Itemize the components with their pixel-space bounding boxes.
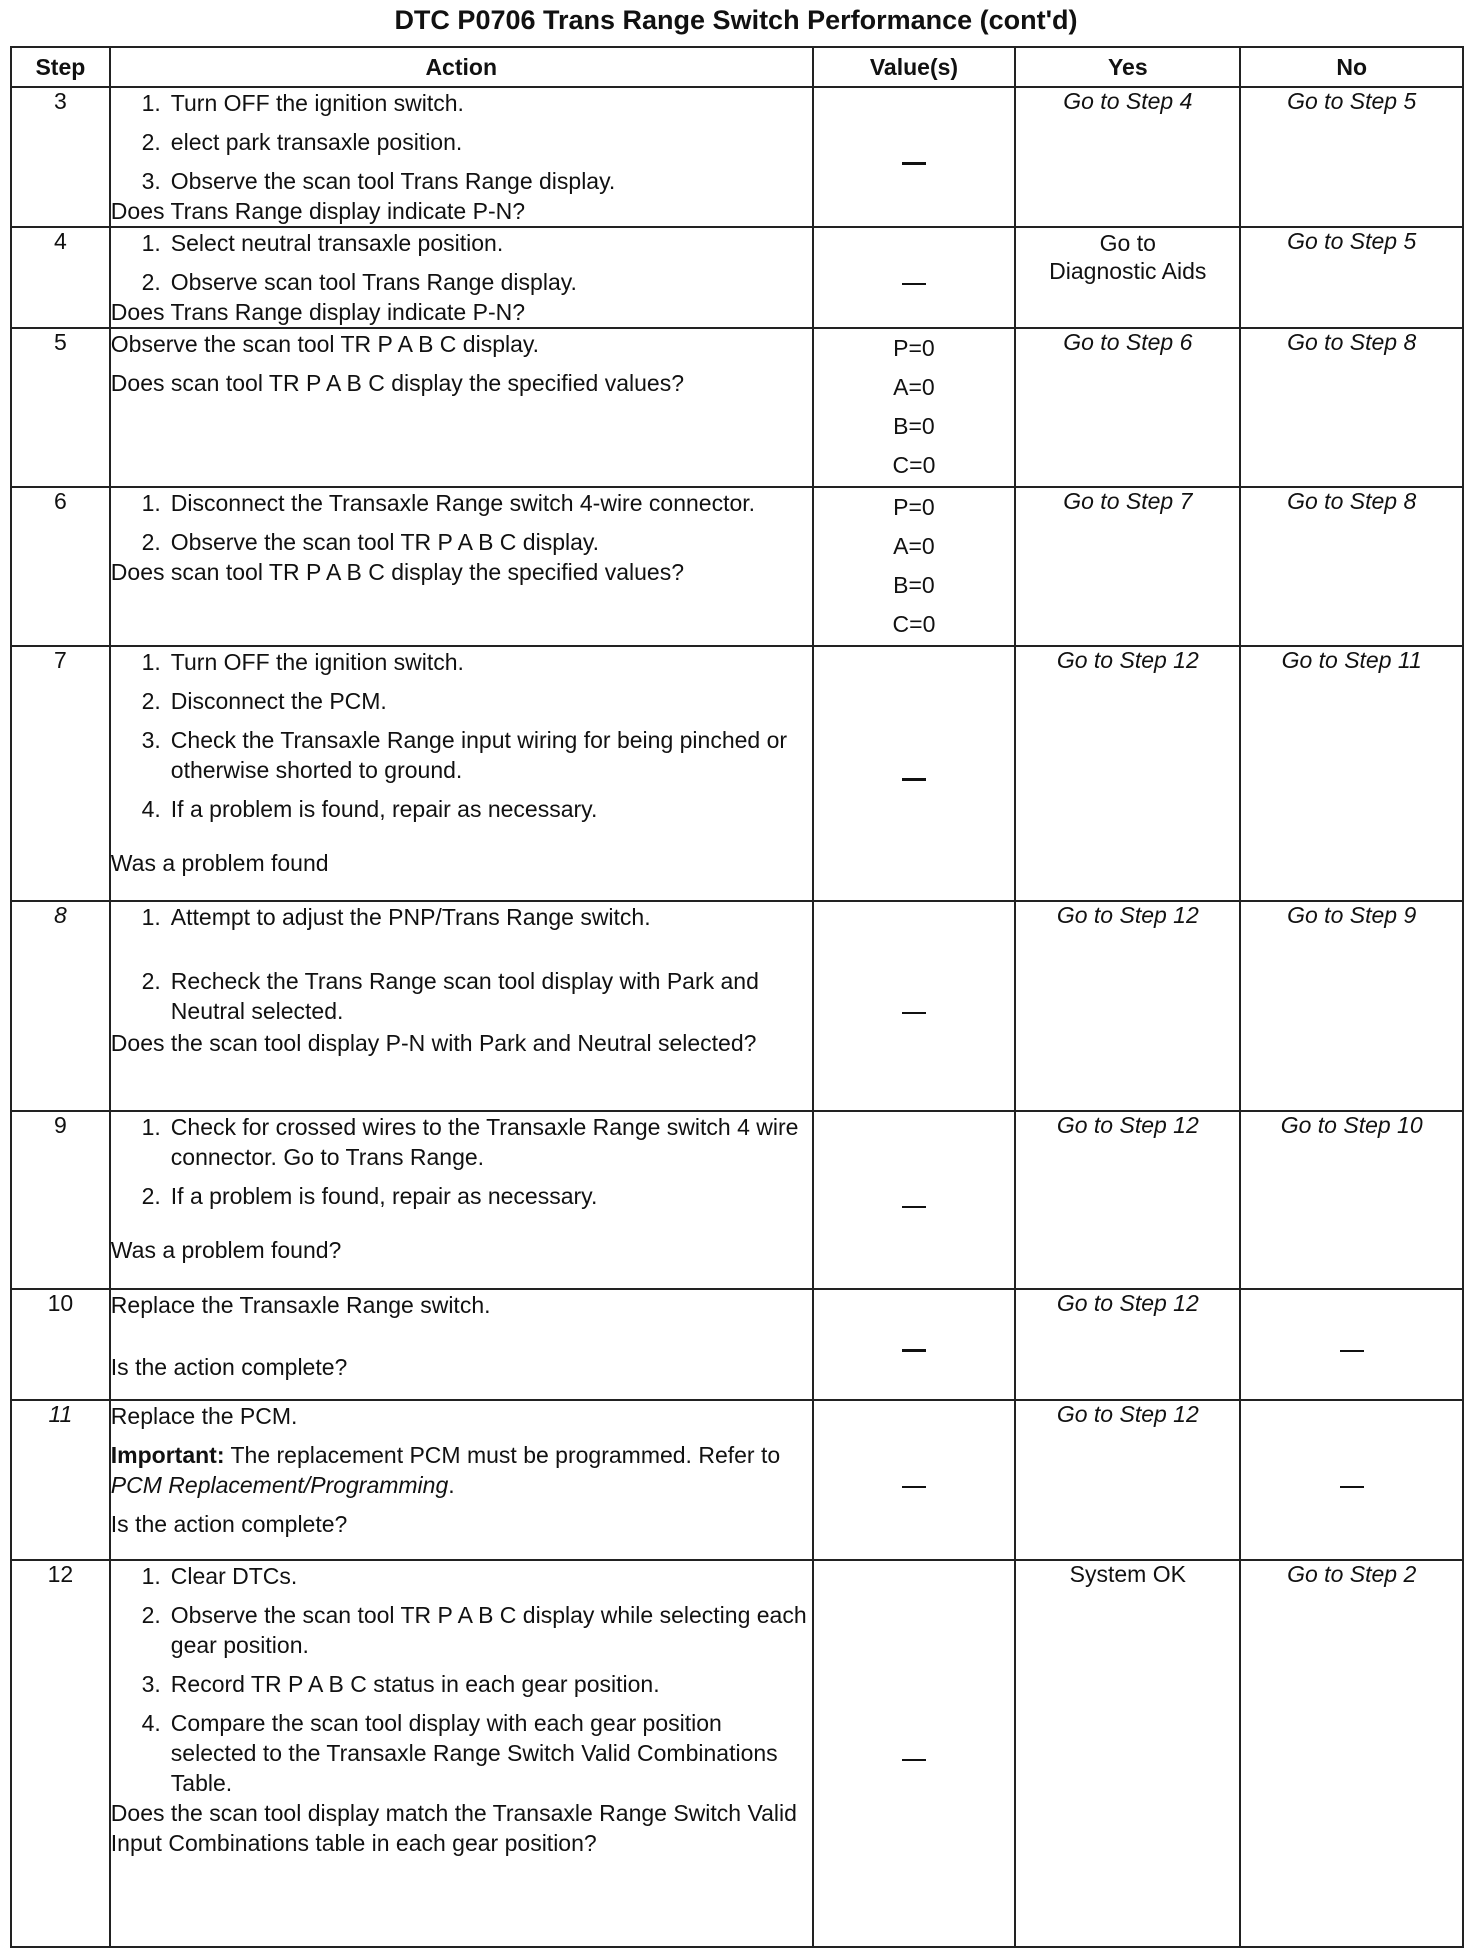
dash-value <box>1340 1486 1364 1488</box>
action-item: Recheck the Trans Range scan tool display with Park and Neutral selected. <box>170 968 759 1024</box>
no-cell <box>1240 1400 1463 1560</box>
action-question: Was a problem found <box>110 850 329 876</box>
table-row <box>11 1289 1463 1400</box>
dash-value <box>902 1349 926 1352</box>
action-item: Check for crossed wires to the Transaxle Range switch 4 wire connector. Go to Trans Range. <box>170 1114 799 1170</box>
dash-value <box>1340 1350 1364 1352</box>
step-number: 9 <box>11 1111 110 1289</box>
action-cell: 1. Attempt to adjust the PNP/Trans Range switch. 2. Recheck the Trans Range scan tool display with Park and Neutral selected. Does the scan tool display P-N with Park and Neutral selected? <box>110 901 813 1111</box>
yes-cell <box>1015 227 1240 328</box>
table-row <box>11 328 1463 487</box>
action-item: If a problem is found, repair as necessary. <box>170 1183 598 1209</box>
yes-cell: Go to Step 12 <box>1015 1289 1240 1400</box>
value-item: B=0 <box>893 572 935 598</box>
action-cell: 1. Turn OFF the ignition switch. 2. elect park transaxle position. 3. Observe the scan tool Trans Range display. Does Trans Range display indicate P-N? <box>110 87 813 227</box>
step-number: 10 <box>11 1289 110 1400</box>
action-item: If a problem is found, repair as necessary. <box>170 796 598 822</box>
action-question: Is the action complete? <box>110 1354 348 1380</box>
action-cell: 1. Turn OFF the ignition switch. 2. Disconnect the PCM. 3. Check the Transaxle Range input wiring for being pinched or otherwise shorted to ground. 4. If a problem is found, repair as necessary. Was a problem found <box>110 646 813 901</box>
header-action: Action <box>110 47 813 87</box>
important-note: Important: The replacement PCM must be programmed. Refer to PCM Replacement/Programming. <box>110 1442 781 1498</box>
yes-cell: Go to Step 12 <box>1015 1400 1240 1560</box>
value-cell <box>813 1400 1016 1560</box>
header-values: Value(s) <box>813 47 1016 87</box>
yes-cell: System OK <box>1015 1560 1240 1947</box>
yes-line: Diagnostic Aids <box>1049 258 1207 284</box>
dash-value <box>902 1759 926 1761</box>
action-item: Attempt to adjust the PNP/Trans Range switch. <box>170 904 651 930</box>
step-number: 11 <box>11 1400 110 1560</box>
action-line: Replace the Transaxle Range switch. <box>110 1292 491 1318</box>
yes-cell: Go to Step 12 <box>1015 1111 1240 1289</box>
action-item: Check the Transaxle Range input wiring for being pinched or otherwise shorted to ground. <box>170 727 788 783</box>
table-row <box>11 1111 1463 1289</box>
value-item: P=0 <box>893 494 935 520</box>
step-number: 4 <box>11 227 110 328</box>
action-item: Select neutral transaxle position. <box>170 230 504 256</box>
dash-value <box>902 162 926 165</box>
dash-value <box>902 1206 926 1208</box>
action-question: Was a problem found? <box>110 1237 342 1263</box>
no-cell: Go to Step 8 <box>1240 487 1463 646</box>
value-cell <box>813 328 1016 487</box>
yes-cell: Go to Step 12 <box>1015 646 1240 901</box>
yes-cell: Go to Step 4 <box>1015 87 1240 227</box>
action-cell: 1. Disconnect the Transaxle Range switch 4-wire connector. 2. Observe the scan tool TR P A B C display. Does scan tool TR P A B C display the specified values? <box>110 487 813 646</box>
action-cell: 1. Check for crossed wires to the Transaxle Range switch 4 wire connector. Go to Trans Range. 2. If a problem is found, repair as necessary. Was a problem found? <box>110 1111 813 1289</box>
no-cell: Go to Step 8 <box>1240 328 1463 487</box>
dash-value <box>902 778 926 781</box>
action-cell: 1. Clear DTCs. 2. Observe the scan tool TR P A B C display while selecting each gear position. 3. Record TR P A B C status in each gear position. 4. Compare the scan tool display with each gear position selected to the Transaxle Range Switch Valid Combinations Table. Does the scan tool display match the Transaxle Range Switch Valid Input Combinations table in each gear position? <box>110 1560 813 1947</box>
table-row <box>11 1400 1463 1560</box>
action-item: Turn OFF the ignition switch. <box>170 649 464 675</box>
action-item: Turn OFF the ignition switch. <box>170 90 464 116</box>
action-cell <box>110 328 813 487</box>
page-title: DTC P0706 Trans Range Switch Performance (cont'd) <box>394 5 1078 35</box>
value-cell <box>813 487 1016 646</box>
diagnostic-table <box>10 46 1464 1948</box>
value-item: C=0 <box>892 452 936 478</box>
step-number: 7 <box>11 646 110 901</box>
action-question: Does scan tool TR P A B C display the specified values? <box>110 559 684 585</box>
no-cell: Go to Step 2 <box>1240 1560 1463 1947</box>
dash-value <box>902 1012 926 1014</box>
action-line: Observe the scan tool TR P A B C display. <box>110 331 540 357</box>
yes-cell: Go to Step 12 <box>1015 901 1240 1111</box>
action-line: Replace the PCM. <box>110 1403 298 1429</box>
no-cell <box>1240 1289 1463 1400</box>
step-number: 6 <box>11 487 110 646</box>
header-no: No <box>1240 47 1463 87</box>
action-question: Is the action complete? <box>110 1511 348 1537</box>
table-row <box>11 227 1463 328</box>
action-item: Compare the scan tool display with each gear position selected to the Transaxle Range Switch Valid Combinations Table. <box>170 1710 778 1796</box>
table-row <box>11 646 1463 901</box>
step-number: 12 <box>11 1560 110 1947</box>
action-question: Does the scan tool display P-N with Park and Neutral selected? <box>110 1030 757 1056</box>
value-cell <box>813 1289 1016 1400</box>
value-item: P=0 <box>893 335 935 361</box>
yes-cell: Go to Step 6 <box>1015 328 1240 487</box>
value-item: A=0 <box>893 374 935 400</box>
value-cell <box>813 1111 1016 1289</box>
table-row <box>11 1560 1463 1947</box>
action-cell <box>110 1400 813 1560</box>
header-row <box>11 47 1463 87</box>
action-item: Disconnect the PCM. <box>170 688 387 714</box>
value-item: B=0 <box>893 413 935 439</box>
action-question: Does the scan tool display match the Transaxle Range Switch Valid Input Combinations table in each gear position? <box>110 1800 797 1856</box>
action-item: elect park transaxle position. <box>170 129 463 155</box>
step-number: 8 <box>11 901 110 1111</box>
step-number: 3 <box>11 87 110 227</box>
action-cell <box>110 1289 813 1400</box>
step-number: 5 <box>11 328 110 487</box>
no-cell: Go to Step 5 <box>1240 227 1463 328</box>
dash-value <box>902 1486 926 1488</box>
action-item: Observe the scan tool TR P A B C display while selecting each gear position. <box>170 1602 807 1658</box>
action-cell: 1. Select neutral transaxle position. 2. Observe scan tool Trans Range display. Does Trans Range display indicate P-N? <box>110 227 813 328</box>
no-cell: Go to Step 10 <box>1240 1111 1463 1289</box>
no-cell: Go to Step 11 <box>1240 646 1463 901</box>
table-row <box>11 901 1463 1111</box>
no-cell: Go to Step 5 <box>1240 87 1463 227</box>
header-yes: Yes <box>1015 47 1240 87</box>
header-step: Step <box>11 47 110 87</box>
action-item: Observe scan tool Trans Range display. <box>170 269 577 295</box>
value-cell <box>813 227 1016 328</box>
yes-cell: Go to Step 7 <box>1015 487 1240 646</box>
action-item: Record TR P A B C status in each gear position. <box>170 1671 660 1697</box>
action-question: Does Trans Range display indicate P-N? <box>110 299 526 325</box>
table-row <box>11 87 1463 227</box>
value-cell <box>813 901 1016 1111</box>
yes-line: Go to <box>1099 230 1156 256</box>
no-cell: Go to Step 9 <box>1240 901 1463 1111</box>
action-question: Does scan tool TR P A B C display the specified values? <box>110 370 684 396</box>
value-cell <box>813 87 1016 227</box>
value-item: A=0 <box>893 533 935 559</box>
dash-value <box>902 283 926 285</box>
action-question: Does Trans Range display indicate P-N? <box>110 198 526 224</box>
table-row <box>11 487 1463 646</box>
value-item: C=0 <box>892 611 936 637</box>
action-item: Disconnect the Transaxle Range switch 4-wire connector. <box>170 490 756 516</box>
value-cell <box>813 646 1016 901</box>
value-cell <box>813 1560 1016 1947</box>
action-item: Observe the scan tool Trans Range display. <box>170 168 616 194</box>
action-item: Observe the scan tool TR P A B C display. <box>170 529 600 555</box>
action-item: Clear DTCs. <box>170 1563 298 1589</box>
